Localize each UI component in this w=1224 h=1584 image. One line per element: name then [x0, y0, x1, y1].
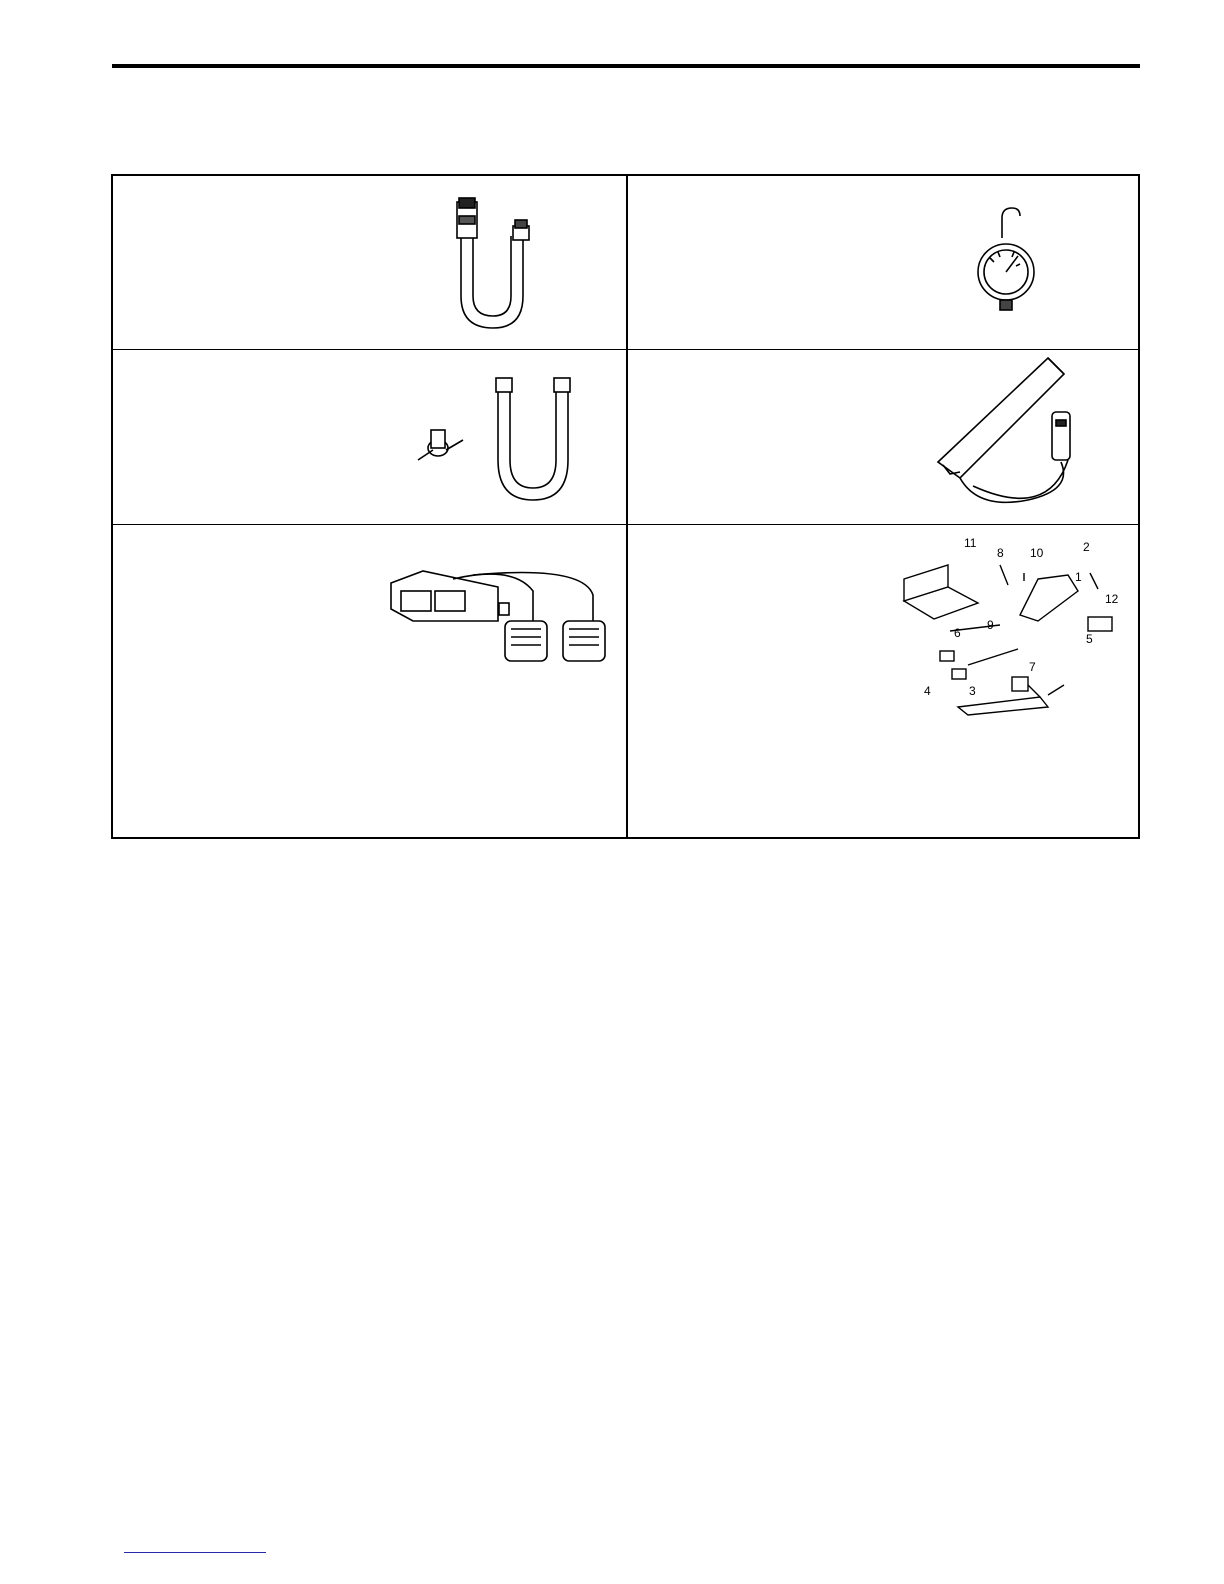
- callout-1: 1: [1075, 570, 1082, 584]
- callout-6: 6: [954, 626, 961, 640]
- valve-hose-illustration: [113, 350, 626, 524]
- tool-cell-valve-hose: [113, 350, 626, 524]
- tool-cell-diagnostic-kit: [628, 525, 1140, 839]
- diagnostic-kit-illustration: [628, 525, 1140, 839]
- footer-link-underline[interactable]: [124, 1552, 266, 1553]
- callout-5: 5: [1086, 632, 1093, 646]
- callout-7: 7: [1029, 660, 1036, 674]
- harness-adapter-illustration: [113, 525, 626, 839]
- gauge-illustration: [628, 176, 1140, 349]
- callout-4: 4: [924, 684, 931, 698]
- header-rule: [112, 64, 1140, 68]
- callout-10: 10: [1030, 546, 1044, 560]
- tool-cell-leak-detector: [628, 350, 1140, 524]
- tool-cell-gauge: [628, 176, 1140, 349]
- callout-3: 3: [969, 684, 976, 698]
- leak-detector-illustration: [628, 350, 1140, 524]
- special-tools-table: [111, 174, 1140, 839]
- callout-12: 12: [1105, 592, 1119, 606]
- callout-11: 11: [964, 536, 977, 550]
- tool-cell-harness-adapter: [113, 525, 626, 839]
- callout-2: 2: [1083, 540, 1090, 554]
- callout-8: 8: [997, 546, 1004, 560]
- callout-9: 9: [987, 618, 994, 632]
- tool-cell-hose: [113, 176, 626, 349]
- hose-illustration: [113, 176, 626, 349]
